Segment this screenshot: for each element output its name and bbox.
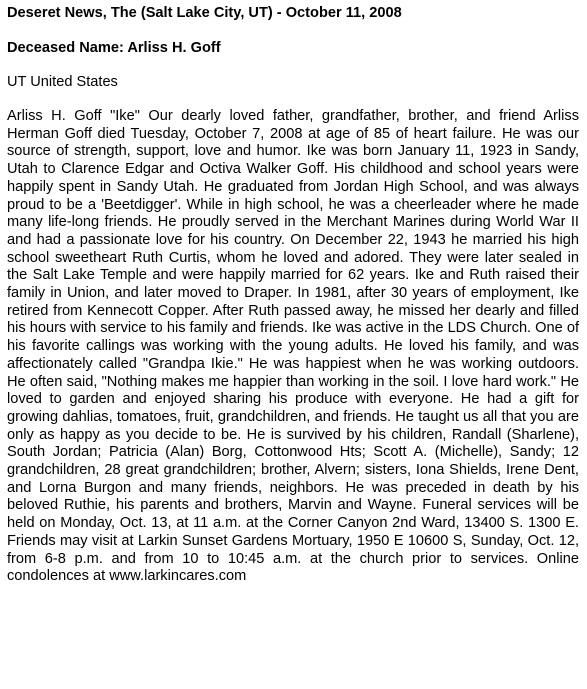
obituary-text: Arliss H. Goff "Ike" Our dearly loved father, grandfather, brother, and friend Arliss Herman Goff died Tuesday, October 7, 2008 at age of 85 of heart failure. He was our source of strength, support, love and humor. Ike was born January 11, 1923 in Sandy, Utah to Clarence Edgar and Octiva Walker Goff. His childhood and school years were happily spent in Sandy Utah. He graduated from Jordan High School, and was always proud to be a 'Beetdigger'. While in high school, he was a cheerleader where he made many life-long friends. He proudly served in the Merchant Marines during World War II and had a passionate love for his country. On December 22, 1943 he married his high school sweetheart Ruth Curtis, whom he loved and adored. They were later sealed in the Salt Lake Temple and were happily married for 62 years. Ike and Ruth raised their family in Union, and later moved to Draper. In 1981, after 30 years of employment, Ike retired from Kennecott Copper. After Ruth passed away, he missed her dearly and filled his hours with service to his family and friends. Ike was active in the LDS Church. One of his favorite callings was working with the young adults. He loved his family, and was affectionately called "Grandpa Ikie." He was happiest when he was working outdoors. He often said, "Nothing makes me happier than working in the soil. I love hard work." He loved to garden and enjoyed sharing his produce with everyone. He had a gift for growing dahlias, tomatoes, fruit, grandchildren, and friends. He taught us all that you are only as happy as you decide to be. He is survived by his children, Randall (Sharlene), South Jordan; Patricia (Alan) Borg, Cottonwood Hts; Scott A. (Michelle), Sandy; 12 grandchildren, 28 great grandchildren; brother, Alvern; sisters, Iona Shields, Irene Dent, and Lorna Burgon and many friends, neighbors. He was preceded in death by his beloved Ruthie, his parents and brothers, Marvin and Wayne. Funeral services will be held on Monday, Oct. 13, at 11 a.m. at the Corner Canyon 2nd Ward, 13400 S. 1300 E. Friends may visit at Larkin Sunset Gardens Mortuary, 1950 E 10600 S, Sunday, Oct. 12, from 6-8 p.m. and from 10 to 10:45 a.m. at the church prior to services. Online condolences at www.larkincares.com	[7, 108, 579, 585]
source-heading: Deseret News, The (Salt Lake City, UT) - October 11, 2008	[7, 5, 402, 21]
obituary-page	[7, 0, 579, 586]
deceased-name-heading: Deceased Name: Arliss H. Goff	[7, 40, 221, 56]
location-line: UT United States	[7, 74, 118, 90]
